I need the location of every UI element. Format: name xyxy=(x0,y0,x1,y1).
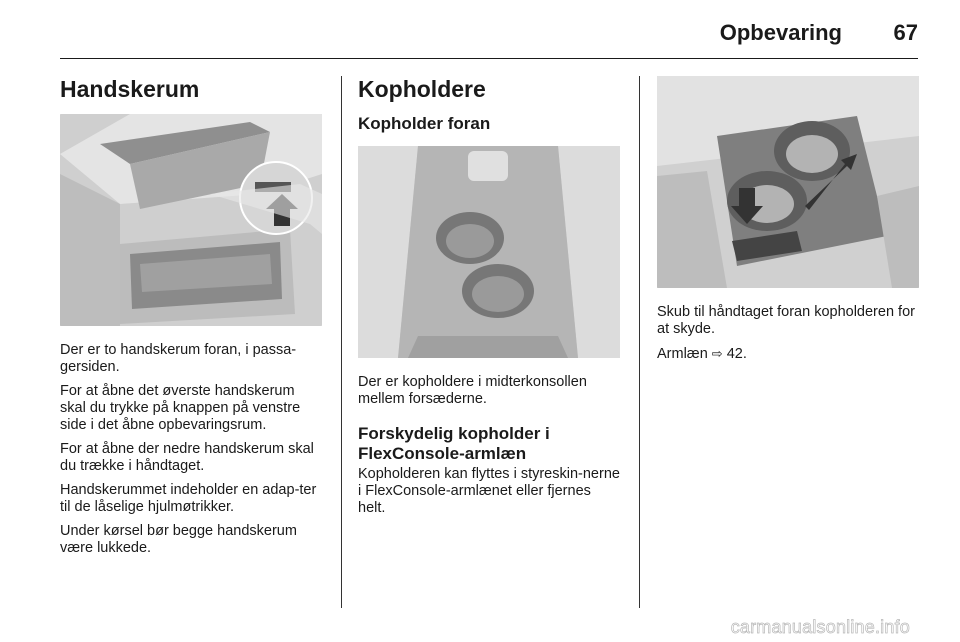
sliding-cupholder-illustration xyxy=(657,76,919,288)
xref-page: 42. xyxy=(726,346,747,362)
subheading-front-cupholder: Kopholder foran xyxy=(358,114,491,133)
page-header-title: Opbevaring xyxy=(719,20,842,45)
section-heading-handskerum: Handskerum xyxy=(60,76,200,102)
sliding-instruction-paragraph: Skub til håndtaget foran kopholderen for at skyde. xyxy=(657,304,915,337)
xref-text: Armlæn xyxy=(657,346,708,362)
page-number: 67 xyxy=(893,20,918,45)
glovebox-paragraph: Under kørsel bør begge handskerum være lukkede. xyxy=(60,523,297,556)
column-glovebox xyxy=(60,76,324,564)
page-reference-icon: ⇨ xyxy=(711,346,723,361)
subheading-sliding-cupholder: Forskydelig kopholder i FlexConsole-armlæn xyxy=(358,424,550,463)
sliding-cupholder-paragraph: Kopholderen kan flyttes i styreskin-nerne i FlexConsole-armlænet eller fjernes helt. xyxy=(358,466,620,516)
column-divider-1 xyxy=(341,76,342,608)
column-divider-2 xyxy=(639,76,640,608)
column-cupholders xyxy=(358,76,622,524)
section-heading-kopholdere: Kopholdere xyxy=(358,76,486,102)
glovebox-paragraph: Der er to handskerum foran, i passa-gersiden. xyxy=(60,342,297,375)
glovebox-illustration xyxy=(60,114,322,326)
cross-reference xyxy=(657,345,921,363)
column-sliding-cupholder xyxy=(657,76,921,370)
watermark: carmanualsonline.info xyxy=(730,617,910,637)
cupholder-paragraph: Der er kopholdere i midterkonsollen mellem forsæderne. xyxy=(358,374,587,407)
glovebox-paragraph: For at åbne det øverste handskerum skal du trykke på knappen på venstre side i det åbne opbevaringsrum. xyxy=(60,383,301,433)
header-divider xyxy=(60,58,918,59)
front-cupholder-illustration xyxy=(358,146,620,358)
glovebox-paragraph: For at åbne der nedre handskerum skal du trække i håndtaget. xyxy=(60,441,314,474)
glovebox-paragraph: Handskerummet indeholder en adap-ter til de låselige hjulmøtrikker. xyxy=(60,482,317,515)
